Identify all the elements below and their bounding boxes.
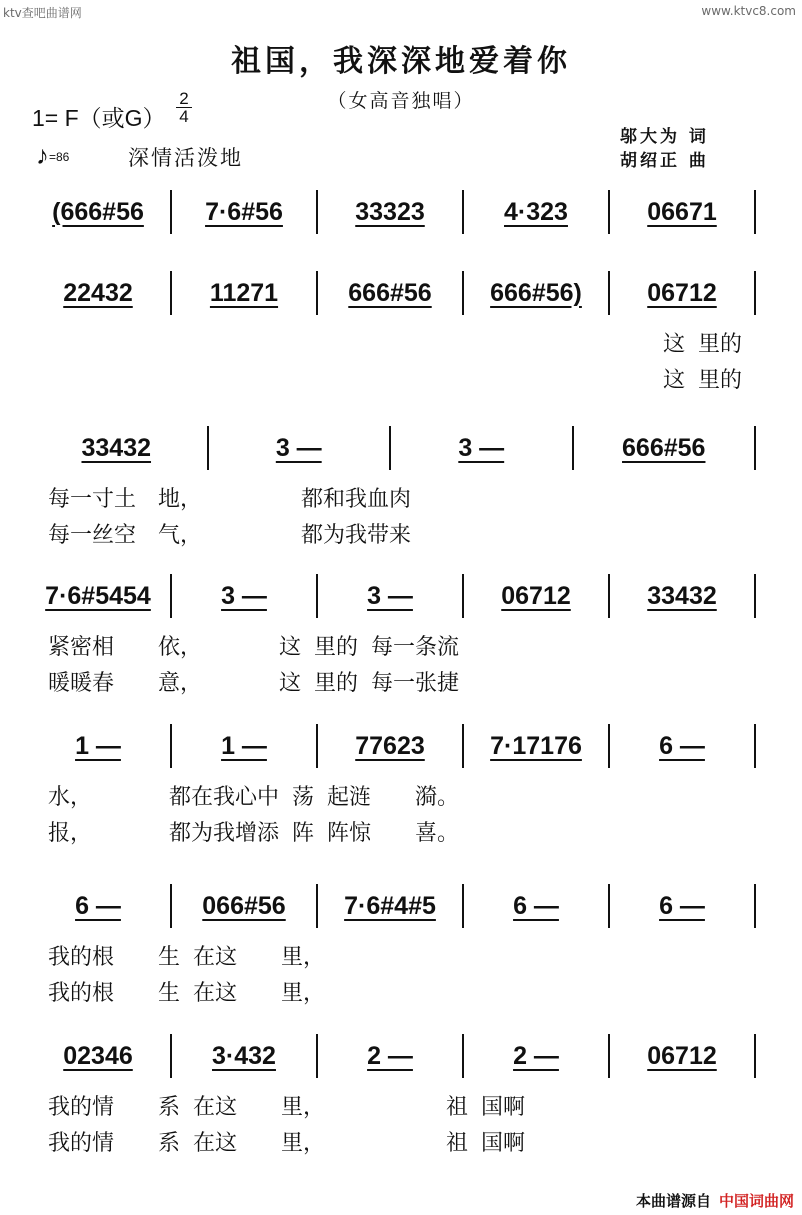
lyric-line: 暖暖春 意， 这 里的 每一张捷 (48, 671, 459, 696)
bar-line (170, 1034, 172, 1078)
bar-line (754, 271, 756, 315)
bar-line (170, 574, 172, 618)
meter-bottom: 4 (176, 107, 192, 125)
measure: 11271 (209, 278, 279, 307)
measure: 7·6#56 (205, 197, 283, 226)
score-system (0, 568, 802, 718)
song-subtitle: （女高音独唱） (327, 90, 475, 112)
score-system (0, 420, 802, 570)
bar-line (608, 271, 610, 315)
footer-brand: 中国词曲网 (718, 1192, 794, 1210)
bar-line (754, 884, 756, 928)
time-signature (176, 90, 192, 125)
bar-line (462, 271, 464, 315)
measure: 066#56 (202, 891, 286, 920)
notation-line (36, 886, 756, 926)
measure: 7·6#4#5 (344, 891, 436, 920)
measure: 3 — (367, 581, 413, 610)
measure: 666#56 (348, 278, 432, 307)
notation-line (36, 576, 756, 616)
measure: 3 — (275, 433, 322, 462)
bar-line (316, 724, 318, 768)
measure: 2 — (513, 1041, 559, 1070)
measure: 1 — (75, 731, 121, 760)
bar-line (754, 574, 756, 618)
footer-source: 本曲谱源自 (635, 1192, 711, 1210)
measure: 06712 (647, 1041, 717, 1070)
bar-line (170, 271, 172, 315)
bar-line (462, 1034, 464, 1078)
lyric-line: 我的根 生 在这 里， (48, 981, 325, 1006)
measure: 6 — (659, 731, 705, 760)
bar-line (754, 1034, 756, 1078)
measure: 666#56) (490, 278, 582, 307)
bar-line (316, 574, 318, 618)
measure: 1 — (221, 731, 267, 760)
composer-credit: 胡绍正 曲 (620, 151, 709, 171)
lyric-line: 这 里的 (663, 368, 742, 393)
song-title: 祖国，我深深地爱着你 (231, 44, 571, 79)
bar-line (170, 190, 172, 234)
measure: 4·323 (504, 197, 568, 226)
measure: 7·6#5454 (45, 581, 151, 610)
lyric-line: 每一丝空 气， 都为我带来 (48, 523, 412, 548)
measure: 2 — (367, 1041, 413, 1070)
measure: (666#56 (52, 197, 144, 226)
measure: 6 — (659, 891, 705, 920)
score-system (0, 265, 802, 415)
measure: 22432 (63, 278, 133, 307)
lyricist-credit: 邬大为 词 (620, 127, 709, 147)
notation-line (36, 428, 756, 468)
measure: 3·432 (212, 1041, 276, 1070)
bar-line (462, 884, 464, 928)
key-signature: 1= F（或G） (32, 105, 166, 131)
tempo-value: =86 (49, 150, 70, 164)
bar-line (316, 190, 318, 234)
bar-line (572, 426, 574, 470)
notation-line (36, 273, 756, 313)
notation-line (36, 192, 756, 232)
lyric-line: 水， 都在我心中 荡 起涟 漪。 (48, 785, 459, 810)
measure: 7·17176 (490, 731, 582, 760)
expression-mark: 深情活泼地 (128, 146, 243, 170)
watermark-left: ktv查吧曲谱网 (3, 6, 82, 20)
bar-line (608, 1034, 610, 1078)
bar-line (170, 884, 172, 928)
bar-line (608, 724, 610, 768)
bar-line (754, 724, 756, 768)
measure: 77623 (355, 731, 425, 760)
lyric-line: 每一寸土 地， 都和我血肉 (48, 487, 412, 512)
measure: 666#56 (622, 433, 706, 462)
measure: 33323 (355, 197, 425, 226)
score-system (0, 1028, 802, 1178)
watermark-right: www.ktvc8.com (701, 4, 796, 18)
bar-line (754, 190, 756, 234)
measure: 6 — (75, 891, 121, 920)
measure: 02346 (63, 1041, 133, 1070)
measure: 6 — (513, 891, 559, 920)
score-system (0, 718, 802, 868)
lyric-line: 这 里的 (663, 332, 742, 357)
meter-top: 2 (179, 89, 189, 108)
bar-line (462, 190, 464, 234)
bar-line (754, 426, 756, 470)
lyric-line: 报， 都为我增添 阵 阵惊 喜。 (48, 821, 459, 846)
measure: 3 — (221, 581, 267, 610)
bar-line (608, 884, 610, 928)
bar-line (170, 724, 172, 768)
notation-line (36, 1036, 756, 1076)
tempo-mark (36, 140, 69, 171)
lyric-line: 紧密相 依， 这 里的 每一条流 (48, 635, 459, 660)
lyric-line: 我的情 系 在这 里， 祖 国啊 (48, 1131, 525, 1156)
measure: 06712 (501, 581, 571, 610)
measure: 33432 (647, 581, 717, 610)
score-system (0, 878, 802, 1028)
measure: 06671 (647, 197, 717, 226)
lyric-line: 我的情 系 在这 里， 祖 国啊 (48, 1095, 525, 1120)
notation-line (36, 726, 756, 766)
measure: 3 — (458, 433, 505, 462)
bar-line (462, 574, 464, 618)
measure: 06712 (647, 278, 717, 307)
bar-line (207, 426, 209, 470)
bar-line (608, 190, 610, 234)
bar-line (608, 574, 610, 618)
measure: 33432 (81, 433, 152, 462)
footer (636, 1190, 794, 1211)
bar-line (316, 1034, 318, 1078)
lyric-line: 我的根 生 在这 里， (48, 945, 325, 970)
bar-line (316, 271, 318, 315)
eighth-note-icon: ♪ (36, 140, 49, 170)
bar-line (316, 884, 318, 928)
bar-line (462, 724, 464, 768)
bar-line (389, 426, 391, 470)
